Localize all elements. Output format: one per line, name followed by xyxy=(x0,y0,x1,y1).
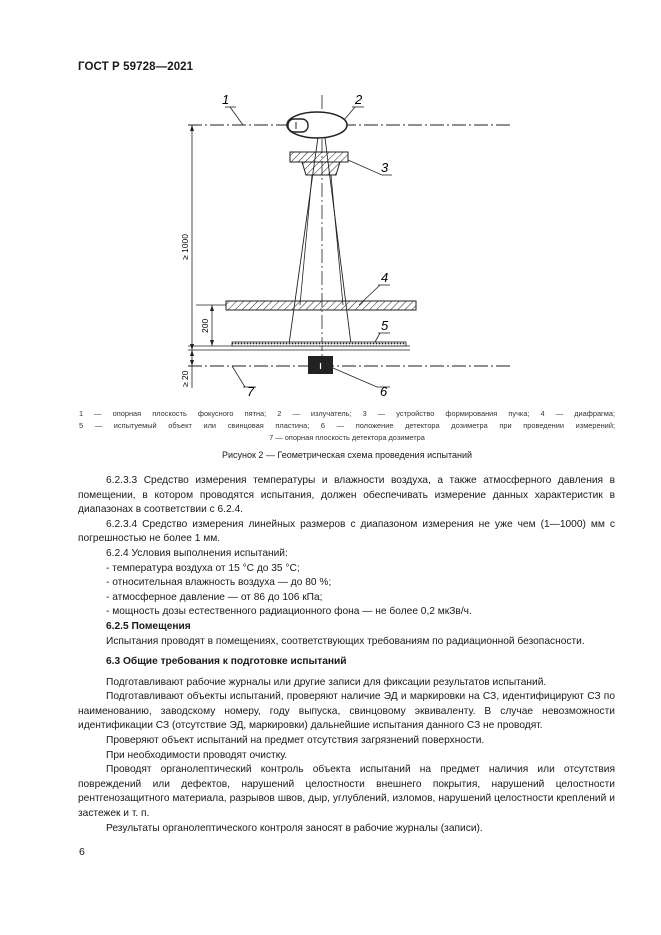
figure-legend-line-1: 1 — опорная плоскость фокусного пятна; 2 — излучатель; 3 — устройство формирования пучка; 4 — диафрагма; xyxy=(79,409,615,418)
condition-item: - относительная влажность воздуха — до 80 %; xyxy=(106,577,332,589)
figure-legend-line-2: 5 — испытуемый объект или свинцовая пластина; 6 — положение детектора дозиметра при проведении измерений; xyxy=(79,421,615,430)
paragraph-6-2-4: 6.2.4 Условия выполнения испытаний: xyxy=(106,547,288,559)
condition-item: - температура воздуха от 15 °С до 35 °С; xyxy=(106,562,300,574)
label-6: 6 xyxy=(380,384,388,399)
paragraph-6-3-a: Подготавливают рабочие журналы или другие записи для фиксации результатов испытаний. xyxy=(106,676,547,688)
condition-item: - атмосферное давление — от 86 до 106 кПа; xyxy=(106,591,323,603)
geometry-scheme-figure xyxy=(0,0,661,405)
paragraph-6-3-e: Проводят органолептический контроль объекта испытаний на предмет наличия или отсутствия повреждений или дефектов, нарушений целостности внешнего покрытия, нарушений целостности рентгенозащитного материала, разрывов швов, дыр, углублений, изломов, нарушений целостности креплений и застежек и т. п. xyxy=(78,764,615,819)
label-3: 3 xyxy=(381,160,389,175)
label-2: 2 xyxy=(355,92,363,107)
document-header: ГОСТ Р 59728—2021 xyxy=(78,61,194,73)
label-7: 7 xyxy=(247,384,255,399)
beam-forming-device xyxy=(290,152,348,162)
paragraph-6-3-c: Проверяют объект испытаний на предмет отсутствия загрязнений поверхности. xyxy=(106,734,485,746)
dimension-200-text: 200 xyxy=(200,318,210,333)
heading-6-2-5: 6.2.5 Помещения xyxy=(106,620,191,632)
label-5: 5 xyxy=(381,318,389,333)
dimension-20-text: ≥ 20 xyxy=(180,370,190,387)
condition-item: - мощность дозы естественного радиационного фона — не более 0,2 мкЗв/ч. xyxy=(106,606,472,618)
paragraph-6-2-5: Испытания проводят в помещениях, соответствующих требованиям по радиационной безопасности. xyxy=(106,635,585,647)
paragraph-6-2-3-3: 6.2.3.3 Средство измерения температуры и влажности воздуха, а также атмосферного давления в помещении, в котором проводятся испытания, должен обеспечивать измерение данных характеристик в диапазонах в соответствии с 6.2.4. xyxy=(78,475,615,516)
paragraph-6-2-3-4: 6.2.3.4 Средство измерения линейных размеров с диапазоном измерения не уже чем (1—1000) мм с погрешностью не более 1 мм. xyxy=(78,518,615,545)
test-object xyxy=(232,342,406,346)
paragraph-6-3-f: Результаты органолептического контроля заносят в рабочие журналы (записи). xyxy=(106,822,483,834)
dimension-main-text: ≥ 1000 xyxy=(180,234,190,260)
paragraph-6-3-d: При необходимости проводят очистку. xyxy=(106,749,288,761)
figure-legend-line-3: 7 — опорная плоскость детектора дозиметра xyxy=(269,433,425,442)
section-6-3 xyxy=(78,655,615,836)
section-6-2-3-3 xyxy=(78,474,615,649)
figure-caption: Рисунок 2 — Геометрическая схема проведения испытаний xyxy=(221,450,472,460)
label-4: 4 xyxy=(381,270,389,285)
heading-6-3: 6.3 Общие требования к подготовке испытаний xyxy=(106,656,347,667)
diaphragm xyxy=(226,301,416,310)
paragraph-6-3-b: Подготавливают объекты испытаний, проверяют наличие ЭД и маркировки на СЗ, идентифицируют СЗ по наименованию, заводскому номеру, году выпуска, свинцовому эквиваленту. В случае невозможности идентификации СЗ (отсутствие ЭД, маркировки) дальнейшие испытания данного СЗ не проводят. xyxy=(78,691,615,732)
page-number: 6 xyxy=(79,846,85,858)
label-1: 1 xyxy=(222,92,230,107)
